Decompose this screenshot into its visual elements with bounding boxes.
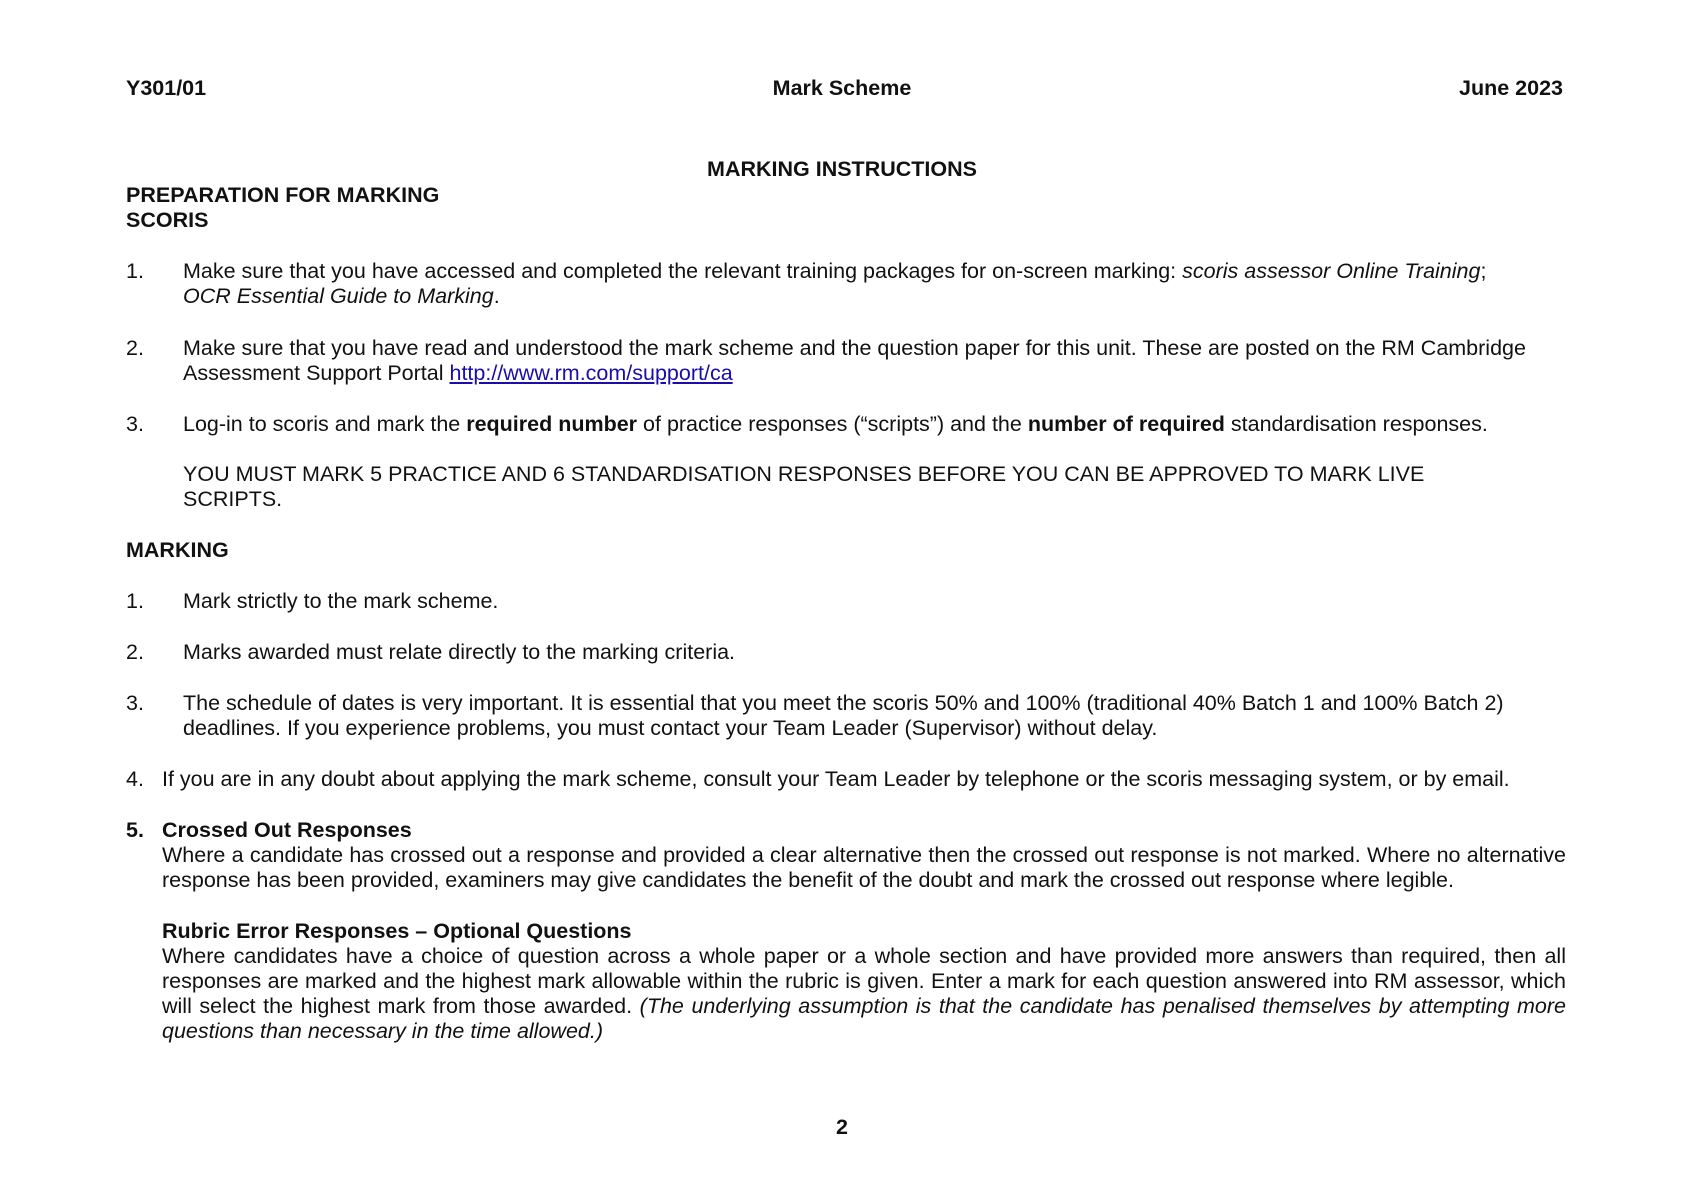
prep-heading: PREPARATION FOR MARKING	[126, 183, 440, 207]
page-heading: MARKING INSTRUCTIONS	[707, 157, 977, 181]
marking-item-1-number: 1.	[126, 589, 144, 613]
prep-item-3-note: YOU MUST MARK 5 PRACTICE AND 6 STANDARDISATION RESPONSES BEFORE YOU CAN BE APPROVED TO MARK LIVE SCRIPTS.	[183, 462, 1425, 511]
support-portal-link[interactable]: http://www.rm.com/support/ca	[449, 361, 733, 385]
rubric-error-text: Where candidates have a choice of question across a whole paper or a whole section and have provided more answers than required, then all responses are marked and the highest mark allowable within the rubric is given. Enter a mark for each question answered into RM assessor, which will select the highest mark from those awarded. (The underlying assumption is that the candidate has penalised themselves by attempting more questions than necessary in the time allowed.)	[162, 944, 1566, 1043]
header-code: Y301/01	[126, 76, 207, 100]
prep-item-2-number: 2.	[126, 336, 144, 360]
prep-item-3-number: 3.	[126, 412, 144, 436]
page-number: 2	[836, 1115, 848, 1139]
prep-item-1-text: Make sure that you have accessed and completed the relevant training packages for on-screen marking: scoris assessor Online Training; OCR Essential Guide to Marking.	[183, 259, 1487, 308]
prep-item-2-text: Make sure that you have read and understood the mark scheme and the question paper for this unit. These are posted on the RM Cambridge Assessment Support Portal http://www.rm.com/support/ca	[183, 336, 1526, 385]
marking-item-1-text: Mark strictly to the mark scheme.	[183, 589, 499, 613]
prep-item-3-text: Log-in to scoris and mark the required number of practice responses (“scripts”) and the number of required standardisation responses.	[183, 412, 1488, 436]
marking-item-4-number: 4.	[126, 767, 144, 791]
prep-item-1-number: 1.	[126, 259, 144, 283]
header-date: June 2023	[1459, 76, 1563, 100]
crossed-out-heading: Crossed Out Responses	[162, 818, 412, 842]
marking-heading: MARKING	[126, 538, 229, 562]
marking-item-4-text: If you are in any doubt about applying the mark scheme, consult your Team Leader by telephone or the scoris messaging system, or by email.	[162, 767, 1510, 791]
marking-item-2-number: 2.	[126, 640, 144, 664]
marking-item-3-number: 3.	[126, 691, 144, 715]
marking-item-2-text: Marks awarded must relate directly to the marking criteria.	[183, 640, 736, 664]
header-title: Mark Scheme	[772, 76, 912, 100]
marking-item-3-text: The schedule of dates is very important. It is essential that you meet the scoris 50% and 100% (traditional 40% Batch 1 and 100% Batch 2) deadlines. If you experience problems, you must contact your Team Leader (Supervisor) without delay.	[183, 691, 1504, 740]
scoris-heading: SCORIS	[126, 208, 209, 232]
crossed-out-text: Where a candidate has crossed out a response and provided a clear alternative then the crossed out response is not marked. Where no alternative response has been provided, examiners may give candidates the benefit of the doubt and mark the crossed out response where legible.	[162, 843, 1566, 892]
rubric-error-heading: Rubric Error Responses – Optional Questions	[162, 919, 632, 943]
marking-item-5-number: 5.	[126, 818, 144, 842]
